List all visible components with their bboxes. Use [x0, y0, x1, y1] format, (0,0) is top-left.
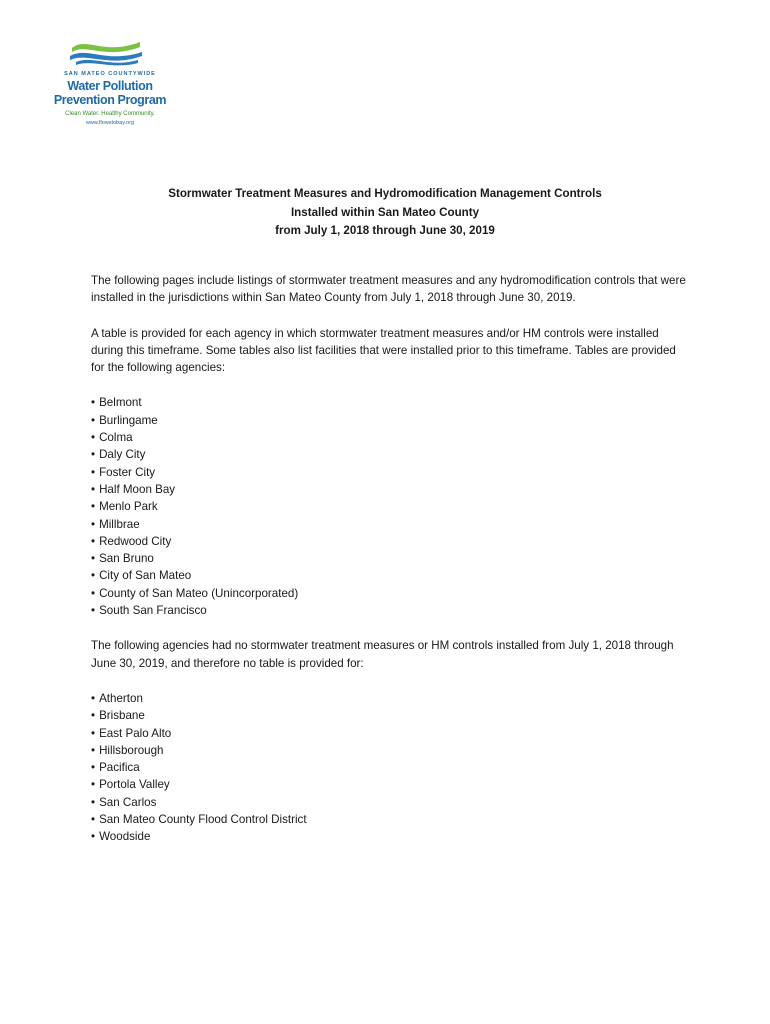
- organization-logo: [50, 38, 170, 134]
- list-item: • Pacifica: [91, 759, 691, 776]
- logo-program-name: [50, 79, 170, 107]
- list-item: • San Carlos: [91, 794, 691, 811]
- list-item: • County of San Mateo (Unincorporated): [91, 585, 691, 602]
- table-paragraph: A table is provided for each agency in which stormwater treatment measures and/or HM controls were installed during this timeframe. Some tables also list facilities that were installed prior to this timeframe. Tables are provided for the following agencies:: [91, 326, 676, 375]
- title-line-3: from July 1, 2018 through June 30, 2019: [275, 224, 495, 237]
- list-item: • City of San Mateo: [91, 567, 691, 584]
- list-item: • Hillsborough: [91, 742, 691, 759]
- title-line-1: Stormwater Treatment Measures and Hydromodification Management Controls: [168, 187, 602, 200]
- logo-url: www.flowstobay.org: [85, 120, 135, 126]
- list-item: • Menlo Park: [91, 498, 691, 515]
- list-item: • South San Francisco: [91, 602, 691, 619]
- list-item: • Half Moon Bay: [91, 481, 691, 498]
- agencies-with-tables-list: [91, 394, 691, 619]
- document-body: [91, 272, 691, 864]
- no-table-paragraph: The following agencies had no stormwater treatment measures or HM controls installed from July 1, 2018 through June 30, 2019, and therefore no table is provided for:: [91, 639, 674, 670]
- logo-county-text: SAN MATEO COUNTYWIDE: [64, 71, 156, 77]
- list-item: • Foster City: [91, 464, 691, 481]
- list-item: • Woodside: [91, 828, 691, 845]
- list-item: • San Bruno: [91, 550, 691, 567]
- agencies-without-tables-list: [91, 690, 691, 846]
- list-item: • Portola Valley: [91, 776, 691, 793]
- intro-paragraph: The following pages include listings of stormwater treatment measures and any hydromodification controls that were installed in the jurisdictions within San Mateo County from July 1, 2018 through June 30, 2019.: [91, 274, 686, 305]
- list-item: • Daly City: [91, 446, 691, 463]
- list-item: • Redwood City: [91, 533, 691, 550]
- list-item: • San Mateo County Flood Control District: [91, 811, 691, 828]
- logo-program-name-line1: Water Pollution: [67, 79, 153, 93]
- list-item: • Belmont: [91, 394, 691, 411]
- list-item: • East Palo Alto: [91, 725, 691, 742]
- list-item: • Colma: [91, 429, 691, 446]
- list-item: • Burlingame: [91, 412, 691, 429]
- list-item: • Millbrae: [91, 516, 691, 533]
- list-item: • Atherton: [91, 690, 691, 707]
- logo-tagline: Clean Water. Healthy Community.: [65, 111, 155, 117]
- list-item: • Brisbane: [91, 707, 691, 724]
- logo-program-name-line2: Prevention Program: [53, 93, 167, 107]
- wave-logo-icon: [68, 38, 144, 68]
- document-title: [0, 185, 770, 241]
- title-line-2: Installed within San Mateo County: [290, 205, 480, 219]
